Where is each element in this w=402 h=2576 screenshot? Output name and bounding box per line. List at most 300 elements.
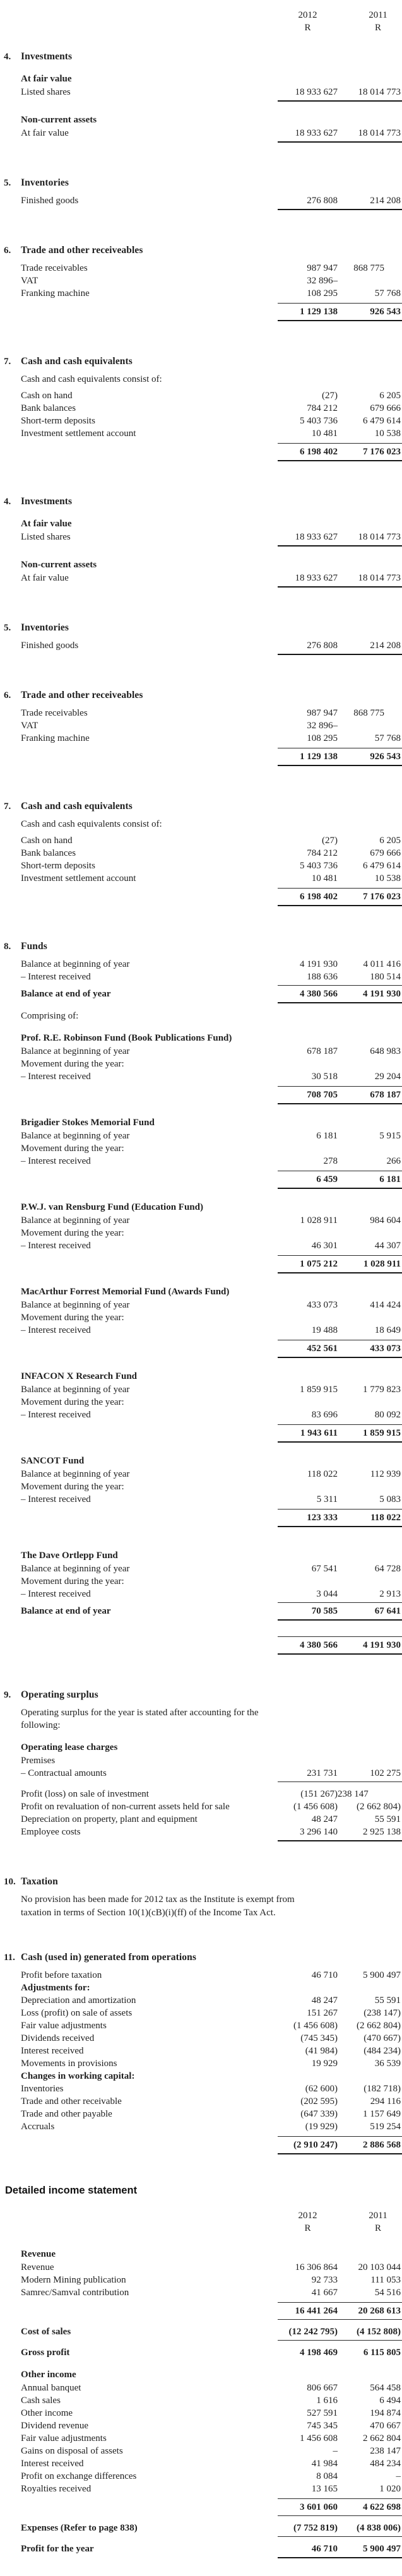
row-amounts xyxy=(278,2470,402,2483)
value-2012: 1 129 138 xyxy=(300,307,338,317)
value-2012: 16 306 864 xyxy=(295,2262,338,2272)
value-2011: 678 187 xyxy=(370,1090,401,1100)
value-2012: 18 933 627 xyxy=(295,573,338,583)
statement-row xyxy=(0,127,402,145)
row-amounts xyxy=(278,1340,402,1358)
row-label: VAT xyxy=(21,721,38,731)
value-2011: 55 591 xyxy=(374,1995,401,2006)
row-label: Fair value adjustments xyxy=(21,2433,107,2443)
value-2011: 6 479 614 xyxy=(363,416,401,426)
row-amounts xyxy=(278,639,402,655)
row-amounts xyxy=(278,1383,402,1396)
value-2012: 188 636 xyxy=(307,972,338,982)
section-title: Investments xyxy=(21,496,73,507)
subsection-title: Other income xyxy=(21,2370,76,2380)
value-2011: 238 147 xyxy=(338,1789,369,1799)
value-2011: 648 983 xyxy=(370,1046,401,1056)
vertical-spacer xyxy=(0,1530,402,1540)
row-amounts xyxy=(278,1509,402,1527)
value-2012: 4 380 566 xyxy=(300,1640,338,1650)
row-label: Trade receivables xyxy=(21,263,88,273)
value-2012: 16 441 264 xyxy=(295,2306,338,2316)
value-2011: 238 147 xyxy=(370,2446,401,2456)
row-amounts xyxy=(278,719,402,732)
row-label: Investment settlement account xyxy=(21,873,136,883)
row-label: Movement during the year: xyxy=(21,1228,124,1238)
total-row xyxy=(0,441,402,464)
row-label: – Interest received xyxy=(21,1072,91,1082)
row-amounts xyxy=(278,1214,402,1227)
row-label: Operating surplus for the year is stated after accounting for the following: xyxy=(21,1708,259,1730)
statement-row xyxy=(0,1826,402,1844)
statement-row xyxy=(0,1130,402,1142)
subsection-heading xyxy=(0,1455,402,1467)
value-2012: 41 984 xyxy=(311,2459,338,2469)
section-heading xyxy=(0,495,402,508)
section-number: 5. xyxy=(4,178,11,188)
row-amounts xyxy=(278,2045,402,2057)
statement-row xyxy=(0,1575,402,1588)
row-label: Dividends received xyxy=(21,2033,95,2043)
statement-row xyxy=(0,639,402,658)
value-2012: (27) xyxy=(322,836,338,846)
statement-row xyxy=(0,2483,402,2495)
subsection-heading xyxy=(0,558,402,571)
row-amounts xyxy=(278,748,402,766)
statement-row xyxy=(0,194,402,213)
value-2011: (4 152 808) xyxy=(357,2327,401,2337)
value-2012: 151 267 xyxy=(307,2008,338,2018)
section-title: Inventories xyxy=(21,622,69,633)
value-2012: 18 933 627 xyxy=(295,532,338,542)
row-amounts xyxy=(278,194,402,210)
value-2011: 112 939 xyxy=(370,1469,401,1479)
value-2012: 278 xyxy=(323,1156,338,1166)
row-label: Listed shares xyxy=(21,87,71,97)
value-2011: 67 641 xyxy=(374,1606,401,1616)
statement-row xyxy=(0,2045,402,2057)
statement-row xyxy=(0,427,402,440)
row-amounts xyxy=(278,1994,402,2007)
row-label: Annual banquet xyxy=(21,2383,81,2393)
row-label: Interest received xyxy=(21,2046,84,2056)
row-amounts xyxy=(278,443,402,461)
section-title: Investments xyxy=(21,51,73,62)
row-label: Movements in provisions xyxy=(21,2059,117,2069)
row-label: Premises xyxy=(21,1756,56,1766)
row-label: – Interest received xyxy=(21,1156,91,1166)
statement-row xyxy=(0,1468,402,1480)
statement-row xyxy=(0,275,402,287)
row-label: Trade and other payable xyxy=(21,2109,112,2119)
value-2011: 470 667 xyxy=(370,2421,401,2431)
subsection-heading xyxy=(0,1370,402,1383)
row-amounts xyxy=(278,2407,402,2419)
value-2012: (12 242 795) xyxy=(288,2327,338,2337)
document-title: Detailed income statement xyxy=(5,2185,138,2196)
row-label: Balance at end of year xyxy=(21,989,111,999)
currency-label: R xyxy=(374,2223,381,2233)
statement-row xyxy=(0,1409,402,1421)
value-2012: 19 488 xyxy=(311,1325,338,1335)
row-amounts xyxy=(278,1070,402,1083)
total-row xyxy=(0,1169,402,1191)
total-row xyxy=(0,2134,402,2157)
subsection-heading xyxy=(0,2248,402,2260)
value-2012: 708 705 xyxy=(307,1090,338,1100)
statement-row xyxy=(0,1070,402,1083)
statement-row xyxy=(0,2394,402,2407)
value-2011: 6 205 xyxy=(379,836,401,846)
value-2011: 6 181 xyxy=(379,1174,401,1185)
statement-row xyxy=(0,971,402,983)
row-amounts xyxy=(278,389,402,402)
row-amounts xyxy=(278,1826,402,1841)
row-amounts xyxy=(278,1788,402,1800)
value-2012: (7 752 819) xyxy=(293,2523,338,2533)
row-amounts xyxy=(278,1813,402,1826)
vertical-spacer xyxy=(0,324,402,339)
statement-row xyxy=(0,2407,402,2419)
value-2011: 7 176 023 xyxy=(363,892,401,902)
row-label: Fair value adjustments xyxy=(21,2021,107,2031)
value-2012: 5 311 xyxy=(316,1494,338,1504)
statement-row xyxy=(0,983,402,1006)
value-2011: 118 022 xyxy=(370,1513,401,1523)
value-2012: 48 247 xyxy=(311,1814,338,1824)
row-amounts xyxy=(278,2261,402,2274)
value-2011: 414 424 xyxy=(370,1300,401,1310)
column-year-prior xyxy=(346,9,402,34)
value-2012: 10 481 xyxy=(311,428,338,439)
row-label: Movement during the year: xyxy=(21,1059,124,1069)
row-label: Balance at beginning of year xyxy=(21,959,130,969)
row-label: Finished goods xyxy=(21,196,79,206)
row-amounts xyxy=(278,1588,402,1600)
value-2011: 194 874 xyxy=(370,2408,401,2418)
section-title: Cash and cash equivalents xyxy=(21,801,133,812)
value-2011: 266 xyxy=(386,1156,401,1166)
row-amounts xyxy=(278,1602,402,1621)
value-2012: 41 667 xyxy=(311,2288,338,2298)
section-heading xyxy=(0,177,402,189)
statement-row xyxy=(0,2522,402,2539)
value-2011: (470 667) xyxy=(364,2033,401,2043)
row-label: Balance at end of year xyxy=(21,1606,111,1616)
row-amounts xyxy=(278,2136,402,2154)
value-2012: 5 403 736 xyxy=(300,861,338,871)
statement-row xyxy=(0,2007,402,2019)
row-label: Movement during the year: xyxy=(21,1576,124,1586)
row-amounts xyxy=(278,2325,402,2341)
statement-row xyxy=(0,373,402,386)
vertical-spacer xyxy=(0,1623,402,1633)
row-amounts xyxy=(278,2019,402,2032)
year-prior-label: 2011 xyxy=(369,10,387,20)
value-2012: 108 295 xyxy=(307,288,338,298)
statement-row xyxy=(0,262,402,275)
statement-row xyxy=(0,1324,402,1337)
row-amounts xyxy=(278,2483,402,2495)
subsection-title: At fair value xyxy=(21,74,72,84)
row-label: Bank balances xyxy=(21,403,76,413)
value-2011: 5 083 xyxy=(379,1494,401,1504)
total-row xyxy=(0,2496,402,2518)
row-label: Accruals xyxy=(21,2122,55,2132)
value-2011: 2 925 138 xyxy=(363,1827,401,1837)
value-2011: 7 176 023 xyxy=(363,447,401,457)
year-current-label: 2012 xyxy=(298,2211,317,2221)
row-amounts xyxy=(278,2057,402,2070)
value-2012: 784 212 xyxy=(307,848,338,858)
row-amounts xyxy=(278,2522,402,2537)
statement-row xyxy=(0,818,402,830)
value-2011: 80 092 xyxy=(374,1410,401,1420)
section-number: 10. xyxy=(4,1877,16,1887)
row-label: Profit on revaluation of non-current assets held for sale xyxy=(21,1802,230,1812)
row-amounts xyxy=(278,2346,402,2359)
row-label: Movement during the year: xyxy=(21,1482,124,1492)
row-label: Franking machine xyxy=(21,288,90,298)
row-amounts xyxy=(278,834,402,847)
section-heading xyxy=(0,244,402,257)
value-2012: (745 345) xyxy=(300,2033,338,2043)
value-2011: 18 014 773 xyxy=(358,532,401,542)
statement-row xyxy=(0,1813,402,1826)
row-amounts xyxy=(278,287,402,300)
value-2012: 83 696 xyxy=(311,1410,338,1420)
statement-row xyxy=(0,402,402,415)
row-label: Expenses (Refer to page 838) xyxy=(21,2523,138,2533)
value-2012: 6 459 xyxy=(316,1174,338,1185)
statement-row xyxy=(0,1045,402,1058)
column-header xyxy=(0,2209,402,2235)
section-number: 6. xyxy=(4,245,11,256)
statement-row xyxy=(0,86,402,104)
statement-row xyxy=(0,2346,402,2359)
section-number: 7. xyxy=(4,801,11,812)
row-label: Balance at beginning of year xyxy=(21,1046,130,1056)
row-amounts xyxy=(278,427,402,440)
statement-row xyxy=(0,415,402,427)
statement-row xyxy=(0,860,402,872)
value-2012: – xyxy=(333,2446,338,2456)
value-2012: 3 296 140 xyxy=(300,1827,338,1837)
section-title: Cash and cash equivalents xyxy=(21,356,133,367)
row-amounts xyxy=(278,1086,402,1104)
value-2012: 678 187 xyxy=(307,1046,338,1056)
row-label: Trade receivables xyxy=(21,708,88,718)
row-amounts xyxy=(278,732,402,745)
statement-row xyxy=(0,1227,402,1239)
note-paragraph: No provision has been made for 2012 tax as the Institute is exempt from taxation in terms of Section 10(1)(cB)(i)(ff) of the Income Tax Act. xyxy=(21,1894,295,1918)
column-header xyxy=(0,9,402,34)
row-amounts xyxy=(278,415,402,427)
section-number: 11. xyxy=(4,1953,15,1963)
statement-row xyxy=(0,1480,402,1493)
total-row xyxy=(0,1338,402,1361)
value-2012: (202 595) xyxy=(300,2096,338,2106)
statement-row xyxy=(0,2095,402,2108)
row-amounts xyxy=(278,531,402,547)
statement-row xyxy=(0,707,402,719)
value-2012: 745 345 xyxy=(307,2421,338,2431)
row-label: – Interest received xyxy=(21,1325,91,1335)
statement-row xyxy=(0,1142,402,1155)
row-label: Employee costs xyxy=(21,1827,81,1837)
statement-row xyxy=(0,1214,402,1227)
row-amounts xyxy=(278,262,402,275)
row-amounts xyxy=(278,2120,402,2133)
row-amounts xyxy=(278,275,402,287)
row-amounts xyxy=(278,958,402,971)
row-amounts xyxy=(278,86,402,102)
value-2011: 4 191 930 xyxy=(363,1640,401,1650)
row-label: At fair value xyxy=(21,128,69,138)
value-2012: 4 191 930 xyxy=(300,959,338,969)
value-2011: 433 073 xyxy=(370,1344,401,1354)
statement-row xyxy=(0,2325,402,2343)
row-amounts xyxy=(278,2302,402,2320)
row-label: Inventories xyxy=(21,2084,64,2094)
value-2012: 19 929 xyxy=(311,2059,338,2069)
value-2011: 64 728 xyxy=(374,1564,401,1574)
value-2011: 57 768 xyxy=(374,288,401,298)
value-2011: 4 191 930 xyxy=(363,989,401,999)
value-2012: (19 929) xyxy=(305,2122,338,2132)
statement-row xyxy=(0,2432,402,2445)
row-label: Movement during the year: xyxy=(21,1313,124,1323)
value-2011 xyxy=(338,719,402,732)
statement-row xyxy=(0,2261,402,2274)
row-amounts xyxy=(278,1171,402,1189)
section-title: Trade and other receiveables xyxy=(21,245,143,256)
subsection-title: INFACON X Research Fund xyxy=(21,1371,138,1381)
vertical-spacer xyxy=(0,909,402,924)
subsection-heading xyxy=(0,517,402,530)
row-amounts xyxy=(278,572,402,588)
row-label: Gains on disposal of assets xyxy=(21,2446,123,2456)
row-label: Movement during the year: xyxy=(21,1143,124,1154)
row-label: Cost of sales xyxy=(21,2327,71,2337)
value-2012: 1 456 608 xyxy=(300,2433,338,2443)
row-amounts xyxy=(278,860,402,872)
vertical-spacer xyxy=(0,1844,402,1859)
row-amounts xyxy=(278,303,402,321)
value-2012: 527 591 xyxy=(307,2408,338,2418)
value-2012: 1 028 911 xyxy=(300,1215,338,1226)
total-row xyxy=(0,1422,402,1445)
row-label: Other income xyxy=(21,2408,73,2418)
value-2012: 18 933 627 xyxy=(295,87,338,97)
subsection-title: Operating lease charges xyxy=(21,1742,118,1752)
row-amounts xyxy=(278,2274,402,2286)
row-label: Cash and cash equivalents consist of: xyxy=(21,374,162,384)
row-label: At fair value xyxy=(21,573,69,583)
value-2011: 2 662 804 xyxy=(363,2433,401,2443)
value-2012: 3 601 060 xyxy=(300,2502,338,2512)
row-label: Balance at beginning of year xyxy=(21,1564,130,1574)
value-2011: 868 775 xyxy=(353,263,384,273)
value-2012: 48 247 xyxy=(311,1995,338,2006)
statement-row xyxy=(0,1563,402,1575)
column-year-current xyxy=(278,2209,338,2235)
value-2012: 452 561 xyxy=(307,1344,338,1354)
value-2011: 1 779 823 xyxy=(363,1385,401,1395)
row-label: Depreciation and amortization xyxy=(21,1995,136,2006)
row-amounts xyxy=(278,402,402,415)
row-amounts xyxy=(278,971,402,983)
row-label: Cash on hand xyxy=(21,836,73,846)
year-current-label: 2012 xyxy=(298,10,317,20)
value-2011: 214 208 xyxy=(370,196,401,206)
row-amounts xyxy=(278,1155,402,1167)
value-2012: (647 339) xyxy=(300,2109,338,2119)
subsection-title: Non-current assets xyxy=(21,560,97,570)
total-row xyxy=(0,886,402,909)
statement-row xyxy=(0,2032,402,2045)
vertical-spacer xyxy=(0,590,402,605)
statement-row xyxy=(0,1982,402,1994)
statement-row xyxy=(0,872,402,885)
row-label: Interest received xyxy=(21,2459,84,2469)
value-2012: (151 267) xyxy=(300,1789,338,1799)
value-2011: 2 886 568 xyxy=(363,2140,401,2150)
section-number: 7. xyxy=(4,357,11,367)
statement-row xyxy=(0,1155,402,1167)
value-2011: 1 028 911 xyxy=(363,1259,401,1269)
row-amounts xyxy=(278,872,402,885)
statement-row xyxy=(0,1396,402,1409)
vertical-spacer xyxy=(0,464,402,479)
value-2011: 10 538 xyxy=(374,873,401,883)
vertical-spacer xyxy=(0,1920,402,1935)
value-2011: 1 157 649 xyxy=(363,2109,401,2119)
value-2011: 564 458 xyxy=(370,2383,401,2393)
row-amounts xyxy=(278,2095,402,2108)
statement-row xyxy=(0,1311,402,1324)
section-heading xyxy=(0,1689,402,1701)
row-label: VAT xyxy=(21,276,38,286)
statement-row xyxy=(0,732,402,745)
row-amounts xyxy=(278,127,402,143)
value-2011: 102 275 xyxy=(370,1768,401,1778)
value-2011: 111 053 xyxy=(370,2275,401,2285)
value-2011: 5 900 497 xyxy=(363,2544,401,2554)
total-row xyxy=(0,1507,402,1530)
row-label: Trade and other receivable xyxy=(21,2096,122,2106)
row-amounts xyxy=(278,1563,402,1575)
value-2012: 276 808 xyxy=(307,196,338,206)
row-label: Balance at beginning of year xyxy=(21,1300,130,1310)
statement-row xyxy=(0,2470,402,2483)
row-label: – Interest received xyxy=(21,1241,91,1251)
section-title: Cash (used in) generated from operations xyxy=(21,1952,196,1963)
section-title: Trade and other receiveables xyxy=(21,690,143,700)
row-label: Gross profit xyxy=(21,2348,70,2358)
statement-row xyxy=(0,287,402,300)
value-2012: 6 181 xyxy=(316,1131,338,1141)
row-label: Cash on hand xyxy=(21,391,73,401)
value-2011: 6 205 xyxy=(379,391,401,401)
row-amounts xyxy=(278,1493,402,1506)
subsection-heading xyxy=(0,1741,402,1754)
value-2012: 6 198 402 xyxy=(300,447,338,457)
currency-label: R xyxy=(304,2223,311,2233)
value-2011: (238 147) xyxy=(364,2008,401,2018)
value-2011: 4 011 416 xyxy=(363,959,401,969)
statement-row xyxy=(0,2019,402,2032)
